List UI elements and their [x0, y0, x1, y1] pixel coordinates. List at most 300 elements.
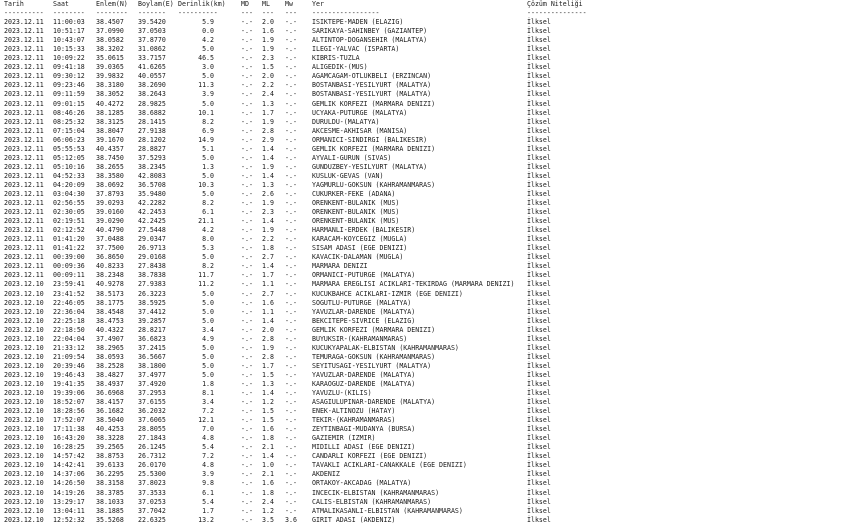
cell-latitude: 36.6968 [96, 389, 124, 398]
table-row [0, 425, 850, 434]
cell-ml: 1.9 [262, 226, 274, 235]
table-row [0, 253, 850, 262]
cell-longitude: 42.2425 [138, 217, 166, 226]
cell-place: MARMARA EREGLISI ACIKLARI-TEKIRDAG (MARMARA DENIZI) [312, 280, 515, 289]
table-row [0, 317, 850, 326]
cell-date: 2023.12.11 [4, 72, 44, 81]
cell-date: 2023.12.10 [4, 461, 44, 470]
cell-latitude: 39.6133 [96, 461, 124, 470]
cell-place: AYVALI-GURUN (SIVAS) [312, 153, 392, 162]
cell-time: 10:51:17 [53, 27, 85, 36]
cell-time: 05:12:05 [53, 153, 85, 162]
cell-quality: İlksel [527, 235, 551, 244]
cell-ml: 1.6 [262, 27, 274, 36]
cell-time: 22:25:18 [53, 316, 85, 325]
cell-longitude: 38.5925 [138, 298, 166, 307]
table-row [0, 172, 850, 181]
cell-latitude: 38.2655 [96, 162, 124, 171]
cell-ml: 1.9 [262, 45, 274, 54]
cell-longitude: 36.6823 [138, 334, 166, 343]
separator-mw: --- [285, 9, 297, 18]
cell-depth: 13.2 [198, 515, 214, 524]
cell-ml: 1.5 [262, 407, 274, 416]
cell-depth: 3.9 [202, 470, 214, 479]
cell-date: 2023.12.10 [4, 361, 44, 370]
cell-latitude: 39.1670 [96, 135, 124, 144]
cell-date: 2023.12.11 [4, 180, 44, 189]
cell-mw: -.- [285, 398, 297, 407]
cell-ml: 2.8 [262, 126, 274, 135]
cell-depth: 5.0 [202, 72, 214, 81]
cell-mw: -.- [285, 217, 297, 226]
cell-quality: İlksel [527, 226, 551, 235]
cell-longitude: 37.2953 [138, 389, 166, 398]
cell-md: -.- [241, 81, 253, 90]
cell-time: 19:39:06 [53, 389, 85, 398]
cell-latitude: 38.8753 [96, 452, 124, 461]
cell-md: -.- [241, 452, 253, 461]
cell-md: -.- [241, 244, 253, 253]
cell-ml: 1.9 [262, 343, 274, 352]
cell-depth: 5.0 [202, 289, 214, 298]
cell-md: -.- [241, 479, 253, 488]
cell-md: -.- [241, 470, 253, 479]
cell-latitude: 39.9832 [96, 72, 124, 81]
cell-md: -.- [241, 334, 253, 343]
cell-depth: 5.0 [202, 370, 214, 379]
table-row [0, 335, 850, 344]
cell-place: TEMURAGA-GOKSUN (KAHRAMANMARAS) [312, 352, 436, 361]
cell-md: -.- [241, 162, 253, 171]
cell-time: 05:55:53 [53, 144, 85, 153]
cell-time: 09:30:12 [53, 72, 85, 81]
cell-quality: İlksel [527, 36, 551, 45]
cell-depth: 8.0 [202, 235, 214, 244]
cell-ml: 1.6 [262, 298, 274, 307]
cell-place: GUNDUZBEY-YESILYURT (MALATYA) [312, 162, 428, 171]
cell-ml: 1.2 [262, 398, 274, 407]
cell-quality: İlksel [527, 325, 551, 334]
cell-date: 2023.12.11 [4, 253, 44, 262]
cell-date: 2023.12.11 [4, 45, 44, 54]
cell-longitude: 28.1202 [138, 135, 166, 144]
cell-quality: İlksel [527, 189, 551, 198]
cell-longitude: 40.0557 [138, 72, 166, 81]
cell-depth: 5.1 [202, 144, 214, 153]
cell-depth: 5.4 [202, 443, 214, 452]
cell-depth: 1.8 [202, 379, 214, 388]
cell-place: ISIKTEPE-MADEN (ELAZIG) [312, 18, 404, 27]
cell-latitude: 38.4157 [96, 398, 124, 407]
cell-latitude: 36.2295 [96, 470, 124, 479]
cell-mw: -.- [285, 271, 297, 280]
cell-longitude: 37.8023 [138, 479, 166, 488]
cell-date: 2023.12.10 [4, 298, 44, 307]
cell-time: 09:11:59 [53, 90, 85, 99]
cell-time: 14:57:42 [53, 452, 85, 461]
cell-date: 2023.12.10 [4, 479, 44, 488]
cell-place: KUCUKYAPALAK-ELBISTAN (KAHRAMANMARAS) [312, 343, 459, 352]
table-row [0, 81, 850, 90]
cell-md: -.- [241, 126, 253, 135]
cell-quality: İlksel [527, 506, 551, 515]
cell-latitude: 38.4507 [96, 18, 124, 27]
cell-quality: İlksel [527, 416, 551, 425]
table-row [0, 199, 850, 208]
cell-quality: İlksel [527, 144, 551, 153]
cell-depth: 8.2 [202, 262, 214, 271]
cell-time: 19:46:43 [53, 370, 85, 379]
cell-ml: 2.2 [262, 235, 274, 244]
cell-place: ORMANICI-SINDIRGI (BALIKESIR) [312, 135, 428, 144]
cell-quality: İlksel [527, 135, 551, 144]
cell-longitude: 39.2857 [138, 316, 166, 325]
cell-mw: -.- [285, 325, 297, 334]
cell-latitude: 40.4272 [96, 99, 124, 108]
cell-longitude: 28.8055 [138, 425, 166, 434]
cell-longitude: 37.5293 [138, 153, 166, 162]
cell-md: -.- [241, 54, 253, 63]
cell-date: 2023.12.10 [4, 407, 44, 416]
cell-md: -.- [241, 208, 253, 217]
header-ml: ML [262, 0, 270, 8]
cell-mw: -.- [285, 334, 297, 343]
cell-mw: -.- [285, 162, 297, 171]
cell-ml: 2.7 [262, 289, 274, 298]
cell-md: -.- [241, 515, 253, 524]
cell-place: ORMANICI-PUTURGE (MALATYA) [312, 271, 416, 280]
cell-date: 2023.12.11 [4, 99, 44, 108]
cell-md: -.- [241, 226, 253, 235]
cell-longitude: 28.8827 [138, 144, 166, 153]
cell-longitude: 27.1843 [138, 434, 166, 443]
cell-mw: -.- [285, 343, 297, 352]
cell-depth: 4.2 [202, 36, 214, 45]
cell-depth: 5.0 [202, 316, 214, 325]
cell-date: 2023.12.10 [4, 307, 44, 316]
table-row [0, 235, 850, 244]
cell-place: INCECIK-ELBISTAN (KAHRAMANMARAS) [312, 488, 440, 497]
cell-time: 23:59:41 [53, 280, 85, 289]
cell-ml: 2.0 [262, 18, 274, 27]
cell-mw: -.- [285, 253, 297, 262]
cell-depth: 4.8 [202, 461, 214, 470]
cell-latitude: 38.3158 [96, 479, 124, 488]
cell-longitude: 27.9138 [138, 126, 166, 135]
cell-date: 2023.12.11 [4, 262, 44, 271]
cell-place: GEMLIK KORFEZI (MARMARA DENIZI) [312, 325, 436, 334]
cell-md: -.- [241, 235, 253, 244]
cell-time: 09:01:15 [53, 99, 85, 108]
cell-quality: İlksel [527, 434, 551, 443]
table-row [0, 498, 850, 507]
cell-quality: İlksel [527, 361, 551, 370]
cell-quality: İlksel [527, 407, 551, 416]
cell-md: -.- [241, 307, 253, 316]
cell-place: ENEK-ALTINOZU (HATAY) [312, 407, 396, 416]
cell-latitude: 38.0582 [96, 36, 124, 45]
cell-ml: 1.4 [262, 144, 274, 153]
cell-ml: 1.3 [262, 379, 274, 388]
header-latitude: Enlem(N) [96, 0, 128, 8]
cell-latitude: 40.8233 [96, 262, 124, 271]
cell-date: 2023.12.11 [4, 117, 44, 126]
cell-mw: -.- [285, 497, 297, 506]
cell-depth: 5.0 [202, 298, 214, 307]
table-row [0, 90, 850, 99]
cell-md: -.- [241, 72, 253, 81]
cell-mw: -.- [285, 416, 297, 425]
cell-md: -.- [241, 352, 253, 361]
table-row [0, 290, 850, 299]
cell-mw: -.- [285, 370, 297, 379]
cell-date: 2023.12.10 [4, 443, 44, 452]
cell-quality: İlksel [527, 108, 551, 117]
cell-time: 04:52:33 [53, 171, 85, 180]
cell-date: 2023.12.11 [4, 208, 44, 217]
cell-place: KAVACIK-DALAMAN (MUGLA) [312, 253, 404, 262]
cell-quality: İlksel [527, 171, 551, 180]
cell-quality: İlksel [527, 244, 551, 253]
cell-ml: 2.2 [262, 81, 274, 90]
table-row [0, 136, 850, 145]
cell-time: 01:41:20 [53, 235, 85, 244]
cell-quality: İlksel [527, 370, 551, 379]
cell-date: 2023.12.10 [4, 416, 44, 425]
table-row [0, 271, 850, 280]
cell-mw: -.- [285, 244, 297, 253]
cell-quality: İlksel [527, 117, 551, 126]
cell-date: 2023.12.10 [4, 379, 44, 388]
cell-mw: -.- [285, 81, 297, 90]
cell-date: 2023.12.11 [4, 153, 44, 162]
cell-md: -.- [241, 343, 253, 352]
table-row [0, 100, 850, 109]
cell-mw: -.- [285, 99, 297, 108]
cell-latitude: 38.4937 [96, 379, 124, 388]
cell-date: 2023.12.10 [4, 452, 44, 461]
cell-place: HARMANLI-ERDEK (BALIKESIR) [312, 226, 416, 235]
cell-longitude: 39.5420 [138, 18, 166, 27]
cell-longitude: 37.2415 [138, 343, 166, 352]
cell-ml: 1.6 [262, 425, 274, 434]
cell-mw: -.- [285, 506, 297, 515]
table-row [0, 145, 850, 154]
cell-ml: 1.1 [262, 280, 274, 289]
cell-time: 02:12:52 [53, 226, 85, 235]
cell-ml: 1.0 [262, 461, 274, 470]
cell-date: 2023.12.11 [4, 189, 44, 198]
cell-longitude: 38.2345 [138, 162, 166, 171]
cell-quality: İlksel [527, 398, 551, 407]
table-row [0, 434, 850, 443]
cell-time: 05:10:16 [53, 162, 85, 171]
table-row [0, 36, 850, 45]
table-row [0, 217, 850, 226]
cell-ml: 2.6 [262, 189, 274, 198]
cell-place: ORENKENT-BULANIK (MUS) [312, 199, 400, 208]
cell-ml: 1.4 [262, 389, 274, 398]
cell-mw: -.- [285, 298, 297, 307]
cell-time: 02:56:55 [53, 199, 85, 208]
cell-mw: -.- [285, 126, 297, 135]
header-time: Saat [53, 0, 69, 8]
cell-depth: 5.4 [202, 497, 214, 506]
table-row [0, 452, 850, 461]
cell-quality: İlksel [527, 162, 551, 171]
cell-longitude: 38.7838 [138, 271, 166, 280]
table-row [0, 154, 850, 163]
cell-depth: 4.2 [202, 226, 214, 235]
cell-longitude: 37.6065 [138, 416, 166, 425]
cell-mw: -.- [285, 407, 297, 416]
cell-ml: 2.3 [262, 208, 274, 217]
cell-depth: 5.9 [202, 18, 214, 27]
cell-md: -.- [241, 117, 253, 126]
cell-latitude: 38.1285 [96, 108, 124, 117]
cell-date: 2023.12.10 [4, 352, 44, 361]
cell-time: 18:52:07 [53, 398, 85, 407]
cell-depth: 11.3 [198, 81, 214, 90]
cell-place: GIRIT ADASI (AKDENIZ) [312, 515, 396, 524]
cell-longitude: 37.8770 [138, 36, 166, 45]
cell-md: -.- [241, 108, 253, 117]
cell-depth: 3.4 [202, 325, 214, 334]
cell-md: -.- [241, 298, 253, 307]
table-row [0, 470, 850, 479]
cell-md: -.- [241, 370, 253, 379]
cell-quality: İlksel [527, 461, 551, 470]
cell-mw: 3.6 [285, 515, 297, 524]
cell-depth: 1.7 [202, 506, 214, 515]
cell-ml: 1.4 [262, 452, 274, 461]
cell-md: -.- [241, 443, 253, 452]
cell-depth: 5.0 [202, 343, 214, 352]
cell-longitude: 38.1800 [138, 361, 166, 370]
cell-md: -.- [241, 18, 253, 27]
cell-md: -.- [241, 497, 253, 506]
cell-ml: 2.3 [262, 54, 274, 63]
cell-depth: 5.0 [202, 307, 214, 316]
cell-depth: 7.2 [202, 407, 214, 416]
table-row [0, 45, 850, 54]
cell-place: CANDARLI KORFEZI (EGE DENIZI) [312, 452, 428, 461]
cell-mw: -.- [285, 226, 297, 235]
cell-ml: 2.8 [262, 352, 274, 361]
cell-place: ATMALIKASANLI-ELBISTAN (KAHRAMANMARAS) [312, 506, 463, 515]
table-row [0, 516, 850, 525]
cell-mw: -.- [285, 72, 297, 81]
cell-longitude: 26.7312 [138, 452, 166, 461]
cell-latitude: 40.9278 [96, 280, 124, 289]
cell-latitude: 39.0290 [96, 217, 124, 226]
cell-depth: 21.1 [198, 217, 214, 226]
cell-place: GAZIEMIR (IZMIR) [312, 434, 376, 443]
cell-date: 2023.12.11 [4, 244, 44, 253]
cell-time: 21:09:54 [53, 352, 85, 361]
cell-time: 14:26:50 [53, 479, 85, 488]
cell-depth: 5.0 [202, 352, 214, 361]
cell-longitude: 26.9713 [138, 244, 166, 253]
cell-date: 2023.12.10 [4, 343, 44, 352]
cell-depth: 10.1 [198, 108, 214, 117]
separator-latitude: -------- [96, 9, 128, 18]
cell-latitude: 38.3180 [96, 81, 124, 90]
cell-depth: 5.0 [202, 171, 214, 180]
cell-place: MARMARA DENIZI [312, 262, 368, 271]
cell-ml: 1.7 [262, 271, 274, 280]
cell-time: 16:43:20 [53, 434, 85, 443]
cell-latitude: 39.2565 [96, 443, 124, 452]
cell-quality: İlksel [527, 217, 551, 226]
cell-longitude: 42.8083 [138, 171, 166, 180]
cell-md: -.- [241, 280, 253, 289]
quake-rows [0, 18, 850, 525]
cell-date: 2023.12.10 [4, 325, 44, 334]
cell-latitude: 38.4827 [96, 370, 124, 379]
cell-md: -.- [241, 90, 253, 99]
cell-time: 14:37:06 [53, 470, 85, 479]
cell-depth: 6.1 [202, 488, 214, 497]
cell-md: -.- [241, 45, 253, 54]
cell-time: 22:36:04 [53, 307, 85, 316]
cell-md: -.- [241, 461, 253, 470]
cell-date: 2023.12.11 [4, 126, 44, 135]
cell-depth: 6.9 [202, 126, 214, 135]
cell-depth: 12.1 [198, 416, 214, 425]
cell-depth: 11.2 [198, 280, 214, 289]
cell-latitude: 39.0293 [96, 199, 124, 208]
cell-quality: İlksel [527, 443, 551, 452]
cell-date: 2023.12.11 [4, 63, 44, 72]
cell-date: 2023.12.11 [4, 171, 44, 180]
cell-depth: 3.4 [202, 398, 214, 407]
cell-depth: 10.3 [198, 180, 214, 189]
cell-md: -.- [241, 425, 253, 434]
cell-place: DURULDU-(MALATYA) [312, 117, 380, 126]
cell-latitude: 40.4357 [96, 144, 124, 153]
cell-place: SISAM ADASI (EGE DENIZI) [312, 244, 408, 253]
cell-quality: İlksel [527, 180, 551, 189]
cell-quality: İlksel [527, 90, 551, 99]
cell-depth: 0.0 [202, 27, 214, 36]
cell-time: 10:43:07 [53, 36, 85, 45]
cell-latitude: 37.8793 [96, 189, 124, 198]
cell-time: 08:25:32 [53, 117, 85, 126]
cell-latitude: 38.3125 [96, 117, 124, 126]
cell-md: -.- [241, 325, 253, 334]
cell-mw: -.- [285, 45, 297, 54]
cell-date: 2023.12.10 [4, 289, 44, 298]
cell-longitude: 22.6325 [138, 515, 166, 524]
cell-md: -.- [241, 135, 253, 144]
cell-time: 11:00:03 [53, 18, 85, 27]
cell-mw: -.- [285, 36, 297, 45]
cell-depth: 5.0 [202, 253, 214, 262]
table-row [0, 344, 850, 353]
cell-ml: 1.5 [262, 370, 274, 379]
cell-time: 09:41:18 [53, 63, 85, 72]
cell-latitude: 38.4548 [96, 307, 124, 316]
cell-mw: -.- [285, 443, 297, 452]
cell-place: ORENKENT-BULANIK (MUS) [312, 208, 400, 217]
cell-time: 10:15:33 [53, 45, 85, 54]
cell-longitude: 37.3533 [138, 488, 166, 497]
cell-time: 21:33:12 [53, 343, 85, 352]
cell-date: 2023.12.11 [4, 217, 44, 226]
cell-md: -.- [241, 398, 253, 407]
cell-mw: -.- [285, 180, 297, 189]
